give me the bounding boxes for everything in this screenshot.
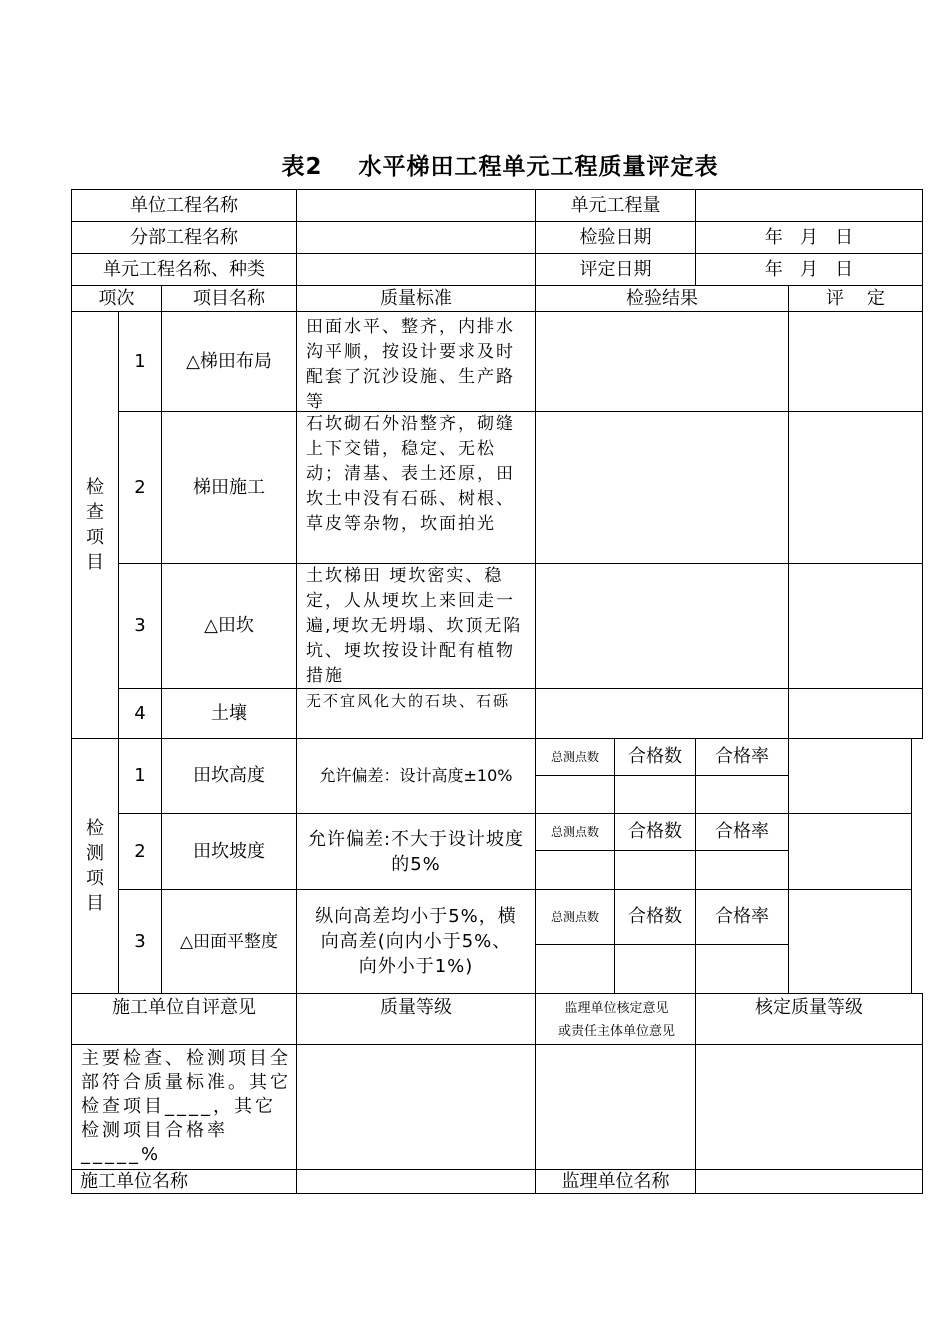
m3-pass-count-label: 合格数: [614, 889, 696, 945]
m2-pass-count-field[interactable]: [614, 850, 696, 890]
m1-pass-rate-field[interactable]: [695, 775, 789, 814]
measurement-row-1-no: 1: [118, 738, 162, 814]
measurement-row-1-name: 田坎高度: [161, 738, 297, 814]
quality-grade-label: 质量等级: [296, 993, 536, 1045]
table-title: 水平梯田工程单元工程质量评定表: [358, 154, 719, 180]
m3-total-points-field[interactable]: [535, 944, 615, 994]
m2-total-points-field[interactable]: [535, 850, 615, 890]
table-number: 表2: [281, 154, 323, 180]
inspection-row-4-standard: 无不宜风化大的石块、石砾: [296, 688, 536, 739]
opinion-text-cell[interactable]: 主要检查、检测项目全部符合质量标准。其它检查项目____，其它检测项目合格率_____%: [71, 1044, 297, 1170]
inspection-row-3-name: △田坎: [161, 563, 297, 689]
inspection-row-4-no: 4: [118, 688, 162, 739]
m1-pass-count-field[interactable]: [614, 775, 696, 814]
m1-pass-count-label: 合格数: [614, 738, 696, 776]
inspection-row-1-evaluation[interactable]: [788, 311, 923, 412]
inspection-row-1-standard: 田面水平、整齐，内排水沟平顺，按设计要求及时配套了沉沙设施、生产路等: [296, 311, 536, 412]
inspection-row-2-standard: 石坎砌石外沿整齐，砌缝上下交错，稳定、无松动；清基、表土还原，田坎土中没有石砾、树根、草皮等杂物，坎面拍光: [296, 411, 536, 564]
col-inspection-result: 检验结果: [535, 285, 789, 312]
unit-project-name-field[interactable]: [296, 189, 536, 222]
inspection-row-3-evaluation[interactable]: [788, 563, 923, 689]
col-item-name: 项目名称: [161, 285, 297, 312]
measurement-row-3-name: △田面平整度: [161, 889, 297, 994]
inspection-group-label: 检查项目: [71, 311, 119, 739]
supervisor-name-label: 监理单位名称: [535, 1169, 696, 1194]
inspection-row-4-result[interactable]: [535, 688, 789, 739]
contractor-name-field[interactable]: [296, 1169, 536, 1194]
m2-pass-count-label: 合格数: [614, 813, 696, 851]
m3-pass-rate-field[interactable]: [695, 944, 789, 994]
evaluation-date-field[interactable]: 年 月 日: [695, 253, 923, 286]
verified-grade-field[interactable]: [695, 1044, 923, 1170]
supervisor-opinion-field[interactable]: [535, 1044, 696, 1170]
measurement-row-1-evaluation[interactable]: [788, 738, 912, 814]
inspection-row-2-evaluation[interactable]: [788, 411, 923, 564]
col-item-no: 项次: [71, 285, 162, 312]
measurement-row-1-standard: 允许偏差：设计高度±10%: [296, 738, 536, 814]
quality-grade-field[interactable]: [296, 1044, 536, 1170]
verified-grade-label: 核定质量等级: [695, 993, 923, 1045]
inspection-row-1-result[interactable]: [535, 311, 789, 412]
measurement-row-2-standard: 允许偏差:不大于设计坡度的5%: [296, 813, 536, 890]
measurement-row-2-evaluation[interactable]: [788, 813, 912, 890]
quality-evaluation-table: [72, 190, 924, 1195]
m3-total-points-label: 总测点数: [535, 889, 615, 945]
supervisor-name-field[interactable]: [695, 1169, 923, 1194]
division-project-name-field[interactable]: [296, 221, 536, 254]
m2-pass-rate-field[interactable]: [695, 850, 789, 890]
element-name-type-label: 单元工程名称、种类: [71, 253, 297, 286]
supervisor-opinion-label: 监理单位核定意见 或责任主体单位意见: [535, 993, 696, 1045]
inspection-row-1-name: △梯田布局: [161, 311, 297, 412]
contractor-name-label: 施工单位名称: [71, 1169, 297, 1194]
inspection-row-1-no: 1: [118, 311, 162, 412]
page-title: [0, 148, 950, 181]
m3-pass-rate-label: 合格率: [695, 889, 789, 945]
contractor-opinion-label: 施工单位自评意见: [71, 993, 297, 1045]
m2-pass-rate-label: 合格率: [695, 813, 789, 851]
m3-pass-count-field[interactable]: [614, 944, 696, 994]
m2-total-points-label: 总测点数: [535, 813, 615, 851]
measurement-group-label: 检测项目: [71, 738, 119, 994]
inspection-row-4-evaluation[interactable]: [788, 688, 923, 739]
evaluation-date-label: 评定日期: [535, 253, 696, 286]
m1-pass-rate-label: 合格率: [695, 738, 789, 776]
measurement-row-3-evaluation[interactable]: [788, 889, 912, 994]
inspection-row-2-name: 梯田施工: [161, 411, 297, 564]
inspection-row-3-no: 3: [118, 563, 162, 689]
inspection-date-field[interactable]: 年 月 日: [695, 221, 923, 254]
inspection-row-2-result[interactable]: [535, 411, 789, 564]
col-quality-standard: 质量标准: [296, 285, 536, 312]
unit-element-quantity-field[interactable]: [695, 189, 923, 222]
inspection-row-2-no: 2: [118, 411, 162, 564]
unit-project-name-label: 单位工程名称: [71, 189, 297, 222]
unit-element-quantity-label: 单元工程量: [535, 189, 696, 222]
inspection-row-3-result[interactable]: [535, 563, 789, 689]
m1-total-points-label: 总测点数: [535, 738, 615, 776]
inspection-row-3-standard: 土坎梯田 埂坎密实、稳定，人从埂坎上来回走一遍,埂坎无坍塌、坎顶无陷坑、埂坎按设计配有植物措施: [296, 563, 536, 689]
col-evaluation: 评 定: [788, 285, 923, 312]
measurement-row-2-no: 2: [118, 813, 162, 890]
measurement-row-3-no: 3: [118, 889, 162, 994]
division-project-name-label: 分部工程名称: [71, 221, 297, 254]
measurement-row-2-name: 田坎坡度: [161, 813, 297, 890]
inspection-date-label: 检验日期: [535, 221, 696, 254]
element-name-type-field[interactable]: [296, 253, 536, 286]
m1-total-points-field[interactable]: [535, 775, 615, 814]
measurement-row-3-standard: 纵向高差均小于5%，横向高差(向内小于5%、向外小于1%): [296, 889, 536, 994]
inspection-row-4-name: 土壤: [161, 688, 297, 739]
